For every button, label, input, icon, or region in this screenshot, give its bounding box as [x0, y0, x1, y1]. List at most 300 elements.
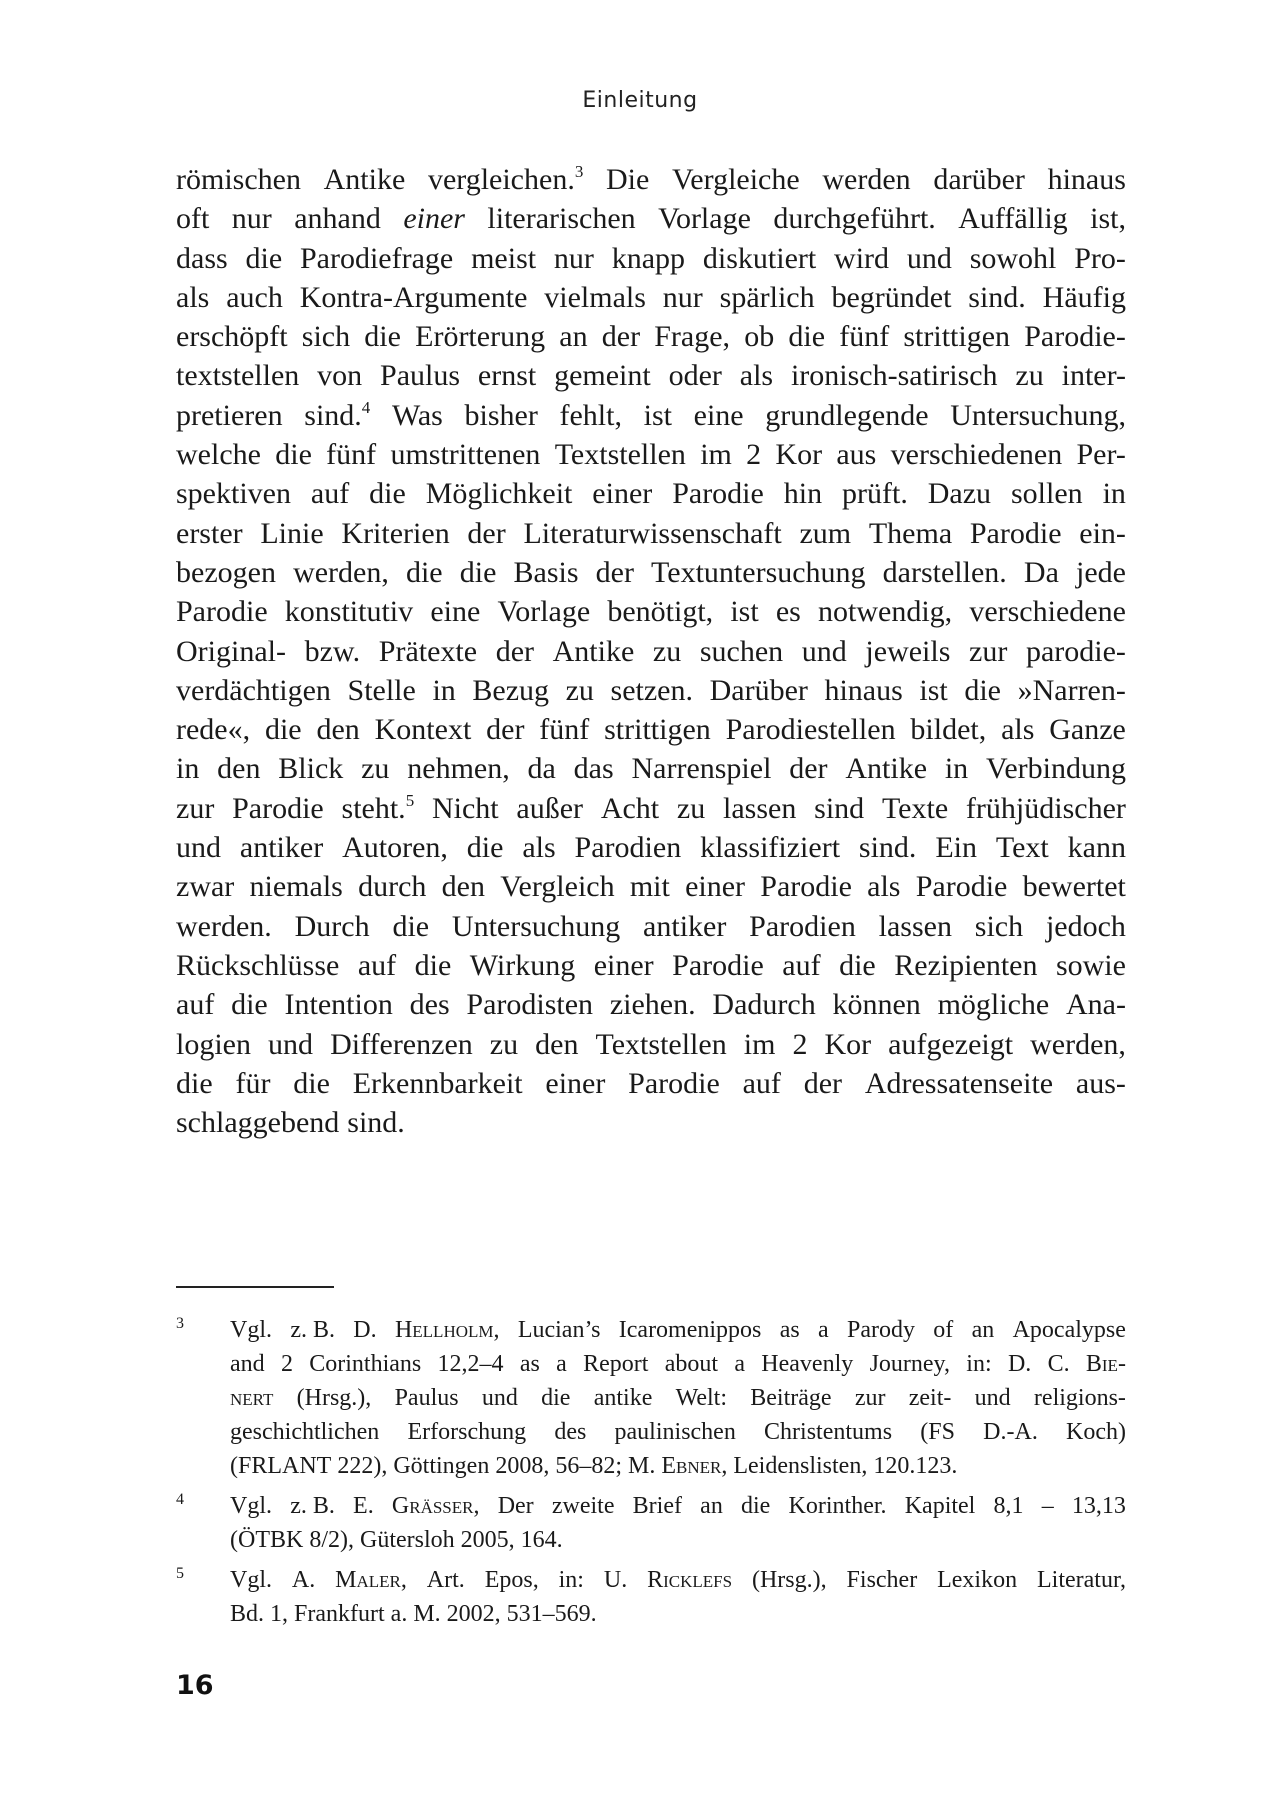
word: 1,	[270, 1601, 289, 1627]
word: Bd.	[230, 1601, 265, 1627]
word: im	[700, 438, 732, 472]
word: hin	[783, 477, 823, 511]
word: E.	[353, 1493, 374, 1519]
word: M.	[628, 1453, 656, 1479]
footnote-line	[230, 1347, 1126, 1381]
word: Report	[583, 1351, 649, 1377]
word: Antike	[845, 752, 928, 786]
word: as	[779, 1317, 800, 1343]
word: auf	[310, 477, 350, 511]
word: steht.$^5$	[341, 790, 415, 825]
word: Erkennbarkeit	[352, 1066, 523, 1100]
text-line	[176, 514, 1126, 553]
word: Journey,	[869, 1351, 950, 1377]
word: Auffällig	[958, 202, 1068, 236]
word: Blick	[278, 752, 344, 786]
word: Erforschung	[407, 1419, 527, 1445]
word: und	[974, 1385, 1011, 1411]
word: es	[775, 595, 801, 629]
word: die	[405, 555, 443, 589]
word: werden.	[176, 909, 272, 943]
word: setzen.	[610, 673, 693, 707]
word: zu	[361, 752, 390, 786]
word: und	[268, 1027, 314, 1061]
word: erschöpft	[176, 320, 288, 354]
word: nur	[553, 241, 594, 275]
word: spärlich	[719, 280, 815, 314]
word: oft	[176, 202, 210, 236]
word: Möglichkeit	[425, 477, 573, 511]
word: Stelle	[347, 673, 416, 707]
word: 8,1	[993, 1493, 1024, 1519]
word: verdächtigen	[176, 673, 331, 707]
word: ein-	[1079, 516, 1126, 550]
footnote-line	[230, 1313, 1126, 1347]
word: vergleichen.$^3$	[427, 162, 584, 196]
word: jede	[1076, 555, 1126, 589]
text-line	[176, 317, 1126, 356]
word: in	[176, 752, 200, 786]
word: und	[481, 1385, 518, 1411]
word: der	[595, 555, 634, 589]
word: verschiedenen	[890, 438, 1063, 472]
word: zur	[176, 791, 215, 825]
word: die	[176, 1066, 213, 1100]
footnote-line	[230, 1449, 1126, 1483]
word: suchen	[699, 634, 784, 668]
word: Bezug	[472, 673, 550, 707]
word: auch	[226, 280, 283, 314]
word: (Hrsg.),	[751, 1567, 827, 1593]
word: U.	[603, 1567, 628, 1593]
text-line	[176, 396, 1126, 435]
word: Da	[1023, 555, 1059, 589]
word: Autoren,	[342, 831, 448, 865]
word: ist	[919, 673, 948, 707]
word: da	[527, 752, 556, 786]
word: Gütersloh	[360, 1527, 455, 1553]
word: einer	[592, 477, 653, 511]
footnote-ref: 3	[574, 162, 584, 181]
word: kann	[1067, 831, 1126, 865]
word: Bie-	[1085, 1351, 1126, 1377]
word: Parodie	[176, 595, 268, 629]
word: erster	[176, 516, 243, 550]
text-line	[176, 985, 1126, 1024]
word: »Narren-	[1017, 673, 1126, 707]
word: 2	[746, 438, 762, 472]
word: in	[432, 673, 456, 707]
word: begründet	[831, 280, 952, 314]
word: antike	[593, 1385, 653, 1411]
word: Intention	[284, 988, 393, 1022]
word: Die	[605, 163, 650, 196]
word: Korinther.	[788, 1493, 887, 1519]
word: sich	[974, 909, 1024, 943]
word: mit	[629, 870, 670, 904]
word: Erörterung	[415, 320, 546, 354]
word: mögliche	[937, 988, 1050, 1022]
word: zu	[1015, 359, 1044, 393]
word: Icaromenippos	[618, 1317, 762, 1343]
footnotes	[176, 1313, 1126, 1637]
word: Linie	[260, 516, 324, 550]
word: Dazu	[927, 477, 992, 511]
word: des	[409, 988, 450, 1022]
word: Beiträge	[750, 1385, 832, 1411]
word: an	[559, 320, 588, 354]
text-line	[176, 828, 1126, 867]
word: Nicht	[431, 791, 499, 825]
word: rede«,	[176, 713, 251, 747]
word: und	[906, 241, 952, 275]
word: strittigen	[604, 713, 711, 747]
word: auf	[357, 948, 397, 982]
word: niemals	[249, 870, 343, 904]
text-line	[176, 749, 1126, 788]
text-line	[176, 946, 1126, 985]
word: in:	[558, 1567, 584, 1593]
word: als	[867, 870, 901, 904]
word: Texte	[881, 791, 949, 825]
word: geschichtlichen	[230, 1419, 380, 1445]
word: Frankfurt	[294, 1601, 385, 1627]
word: nehmen,	[407, 752, 510, 786]
word: Ebner,	[661, 1453, 728, 1479]
word: Kor	[775, 438, 823, 472]
word: darüber	[933, 163, 1025, 196]
word: der	[601, 320, 641, 354]
word: Häufig	[1042, 280, 1126, 314]
word: Brief	[632, 1493, 682, 1519]
word: benötigt,	[607, 595, 714, 629]
word: Parodie	[628, 1066, 720, 1100]
word: sich	[301, 320, 351, 354]
word: Heavenly	[761, 1351, 854, 1377]
word: Vergleich	[500, 870, 615, 904]
word: Christentums	[764, 1419, 893, 1445]
word: Parodie	[672, 477, 764, 511]
word: Kriterien	[341, 516, 450, 550]
word: as	[519, 1351, 540, 1377]
word: Fischer	[846, 1567, 918, 1593]
word: an	[971, 1317, 995, 1343]
word: Parodie	[915, 870, 1008, 904]
word: auf	[782, 948, 821, 982]
word: die	[459, 555, 497, 589]
word: grundlegende	[765, 398, 929, 432]
word: knapp	[611, 241, 686, 275]
word: frühjüdischer	[965, 791, 1126, 825]
word: 2002,	[446, 1601, 501, 1627]
word: Was	[391, 398, 443, 432]
word: –	[1041, 1493, 1054, 1519]
word: gemeint	[554, 359, 651, 393]
text-line	[176, 199, 1126, 238]
word: im	[743, 1027, 776, 1061]
word: ist,	[1090, 202, 1126, 236]
word: nert	[230, 1385, 274, 1411]
word: durch	[358, 870, 427, 904]
word: Vorlage	[497, 595, 591, 629]
text-line	[176, 356, 1126, 395]
word: sind.	[858, 831, 917, 865]
word: von	[317, 359, 363, 393]
word: sind.	[968, 280, 1026, 314]
word: 13,13	[1071, 1493, 1126, 1519]
word: den	[441, 870, 485, 904]
word: die	[541, 1385, 571, 1411]
word: Basis	[513, 555, 579, 589]
word: bildet,	[910, 713, 987, 747]
word: Vergleiche	[671, 163, 800, 196]
word: zwar	[176, 870, 235, 904]
word: der	[467, 516, 506, 550]
word: A.	[291, 1567, 316, 1593]
footnote-number: 5	[176, 1565, 184, 1582]
word: a	[818, 1317, 829, 1343]
word: die	[369, 477, 406, 511]
word: Göttingen	[393, 1453, 490, 1479]
word: oder	[668, 359, 722, 393]
word: bewertet	[1022, 870, 1126, 904]
word: zu	[676, 791, 706, 825]
word: bezogen	[176, 555, 276, 589]
word: Parody	[846, 1317, 915, 1343]
word: Textuntersuchung	[651, 555, 866, 589]
word: zu	[652, 634, 682, 668]
word: der	[495, 634, 534, 668]
word: ist	[643, 398, 672, 432]
word: Parodien	[749, 909, 856, 943]
text-line	[176, 553, 1126, 592]
word: Per-	[1076, 438, 1126, 472]
word: z. B.	[290, 1493, 335, 1519]
word: die	[466, 831, 504, 865]
word: römischen	[176, 163, 301, 196]
word: Wirkung	[469, 948, 576, 982]
word: Vgl.	[230, 1317, 272, 1343]
word: den	[217, 752, 261, 786]
word: Welt:	[675, 1385, 727, 1411]
word: hinaus	[824, 673, 903, 707]
word: aufgezeigt	[888, 1027, 1014, 1061]
word: 2008,	[495, 1453, 550, 1479]
text-line	[176, 1025, 1126, 1064]
word: meist	[471, 241, 537, 275]
word: einer	[403, 202, 465, 236]
word: a	[556, 1351, 567, 1377]
word: Thema	[868, 516, 953, 550]
word: als	[176, 280, 210, 314]
word: einer	[545, 1066, 606, 1100]
footnote	[176, 1563, 1126, 1631]
word: durchgeführt.	[773, 202, 936, 236]
footnote-ref: 4	[361, 397, 371, 417]
word: auf	[176, 988, 215, 1022]
word: Untersuchung	[451, 909, 621, 943]
footnote-line	[230, 1597, 1126, 1631]
word: sind.$^4$	[304, 397, 371, 432]
word: klassifiziert	[700, 831, 841, 865]
word: Apocalypse	[1012, 1317, 1126, 1343]
word: Leidenslisten,	[733, 1453, 868, 1479]
word: spektiven	[176, 477, 291, 511]
word: eine	[693, 398, 744, 432]
word: anhand	[294, 202, 381, 236]
footnote-number: 4	[176, 1491, 184, 1508]
word: 2005,	[460, 1527, 515, 1553]
word: in	[944, 752, 969, 786]
word: Koch)	[1066, 1419, 1126, 1445]
word: Text	[995, 831, 1049, 865]
word: Adressatenseite	[864, 1066, 1054, 1100]
word: Kontext	[374, 713, 472, 747]
word: werden	[822, 163, 911, 196]
word: Darüber	[709, 673, 808, 707]
word: D.-A.	[983, 1419, 1038, 1445]
running-head: Einleitung	[582, 88, 698, 113]
text-line	[176, 278, 1126, 317]
word: Acht	[600, 791, 660, 825]
word: ob	[744, 320, 775, 354]
word: fünf	[839, 320, 890, 354]
word: 56–82;	[555, 1453, 623, 1479]
word: zeit-	[908, 1385, 952, 1411]
word: fünf	[539, 713, 590, 747]
word: 222),	[337, 1453, 388, 1479]
word: die	[364, 320, 401, 354]
word: lassen	[723, 791, 797, 825]
word: Hellholm,	[394, 1317, 500, 1343]
word: inter-	[1061, 359, 1126, 393]
word: die	[275, 438, 312, 472]
word: der	[486, 713, 525, 747]
footnote	[176, 1489, 1126, 1557]
word: diskutiert	[702, 241, 817, 275]
footnote-number: 3	[176, 1315, 184, 1332]
word: zweite	[551, 1493, 615, 1519]
word: zum	[799, 516, 852, 550]
word: Narrenspiel	[631, 752, 772, 786]
word: notwendig,	[818, 595, 953, 629]
word: prüft.	[842, 477, 908, 511]
word: Antike	[552, 634, 635, 668]
word: die	[264, 713, 302, 747]
word: (FRLANT	[230, 1453, 332, 1479]
word: können	[832, 988, 921, 1022]
word: hinaus	[1047, 163, 1126, 196]
word: Untersuchung,	[950, 398, 1126, 432]
word: umstrittenen	[390, 438, 541, 472]
word: Differenzen	[330, 1027, 473, 1061]
text-line	[176, 1064, 1126, 1103]
word: ziehen.	[609, 988, 696, 1022]
word: Parodisten	[466, 988, 594, 1022]
word: des	[554, 1419, 587, 1445]
word: außer	[516, 791, 584, 825]
word: Parodie	[232, 791, 324, 825]
word: und	[176, 831, 221, 865]
word: sollen	[1010, 477, 1083, 511]
word: zur	[854, 1385, 886, 1411]
word: der	[803, 1066, 843, 1100]
word: pretieren	[176, 398, 283, 432]
word: Prätexte	[378, 634, 478, 668]
word: logien	[176, 1027, 251, 1061]
word: Literaturwissenschaft	[523, 516, 782, 550]
text-line	[176, 867, 1126, 906]
text-line	[176, 160, 1126, 199]
word: Maler,	[335, 1567, 407, 1593]
word: 2	[792, 1027, 808, 1061]
word: verschiedene	[969, 595, 1126, 629]
word: als	[522, 831, 556, 865]
word: schlaggebend	[176, 1106, 340, 1140]
word: ernst	[477, 359, 537, 393]
word: Verbindung	[985, 752, 1126, 786]
word: Antike	[323, 163, 406, 196]
word: als	[739, 359, 774, 393]
word: D.	[353, 1317, 377, 1343]
word: Corinthians	[309, 1351, 422, 1377]
word: zu	[565, 673, 594, 707]
text-line	[176, 474, 1126, 513]
word: Kor	[824, 1027, 872, 1061]
word: of	[933, 1317, 954, 1343]
word: nur	[662, 280, 703, 314]
word: 8/2),	[309, 1527, 354, 1553]
word: (Hrsg.),	[296, 1385, 372, 1411]
word: das	[573, 752, 614, 786]
text-line	[176, 671, 1126, 710]
word: die	[293, 1066, 330, 1100]
word: in:	[966, 1351, 992, 1377]
word: zur	[969, 634, 1008, 668]
word: (ÖTBK	[230, 1527, 304, 1553]
word: als	[1001, 713, 1035, 747]
word: sind	[814, 791, 865, 825]
text-line	[176, 239, 1126, 278]
word: welche	[176, 438, 261, 472]
word: strittigen	[903, 320, 1011, 354]
word: Lucian’s	[517, 1317, 601, 1343]
word: jeweils	[865, 634, 951, 668]
text-line	[176, 592, 1126, 631]
word: Parodie	[672, 948, 764, 982]
word: Pro-	[1074, 241, 1126, 275]
word: Paulus	[394, 1385, 459, 1411]
word: Dadurch	[712, 988, 816, 1022]
word: den	[316, 713, 360, 747]
word: Parodien	[574, 831, 682, 865]
word: Epos,	[484, 1567, 539, 1593]
word: about	[664, 1351, 719, 1377]
word: vielmals	[544, 280, 646, 314]
word: dass	[176, 241, 228, 275]
word: die	[392, 909, 430, 943]
word: fünf	[326, 438, 377, 472]
word: Original-	[176, 634, 286, 668]
word: Lexikon	[937, 1567, 1018, 1593]
word: Rezipienten	[894, 948, 1038, 982]
word: Frage,	[654, 320, 731, 354]
word: 2	[280, 1351, 293, 1377]
word: nur	[231, 202, 272, 236]
word: a. M.	[390, 1601, 441, 1627]
word: antiker	[643, 909, 727, 943]
text-line	[176, 1103, 1126, 1142]
